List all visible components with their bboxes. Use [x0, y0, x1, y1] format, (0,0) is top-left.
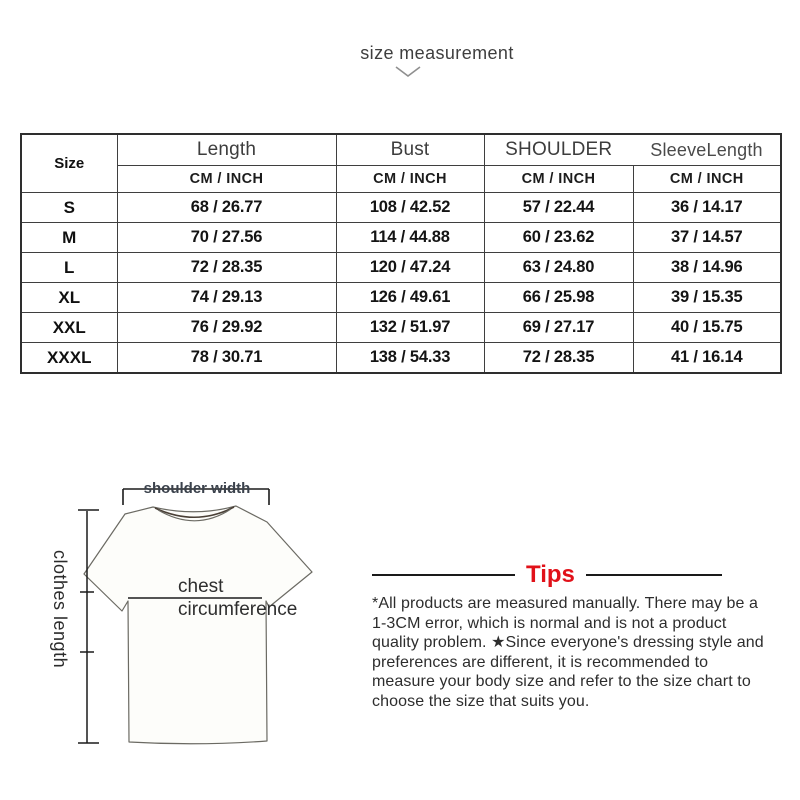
tips-title: Tips: [526, 561, 575, 588]
chest-circumference-label-line1: chest: [178, 576, 224, 597]
shoulder-cell: 66 / 25.98: [484, 283, 633, 313]
sleeve-cell: 39 / 15.35: [633, 283, 781, 313]
sleeve-cell: 41 / 16.14: [633, 343, 781, 374]
unit-label-sleevelength: CM / INCH: [633, 166, 781, 193]
sleeve-cell: 38 / 14.96: [633, 253, 781, 283]
shoulder-cell: 57 / 22.44: [484, 193, 633, 223]
length-cell: 68 / 26.77: [117, 193, 336, 223]
tips-rule-left: [372, 574, 515, 576]
size-cell: L: [21, 253, 117, 283]
table-row: [21, 313, 781, 343]
table-row: [21, 283, 781, 313]
table-row: [21, 253, 781, 283]
shoulder-cell: 63 / 24.80: [484, 253, 633, 283]
length-cell: 72 / 28.35: [117, 253, 336, 283]
shoulder-cell: 72 / 28.35: [484, 343, 633, 374]
column-header-bust: Bust: [336, 134, 484, 166]
tips-section: [372, 563, 770, 711]
unit-label-bust: CM / INCH: [336, 166, 484, 193]
table-row: [21, 343, 781, 374]
size-cell: S: [21, 193, 117, 223]
size-table: [20, 133, 782, 374]
shoulder-cell: 69 / 27.17: [484, 313, 633, 343]
size-cell: XXL: [21, 313, 117, 343]
chevron-down-icon: [395, 66, 421, 78]
sleeve-cell: 36 / 14.17: [633, 193, 781, 223]
column-header-length: Length: [117, 134, 336, 166]
shoulder-cell: 60 / 23.62: [484, 223, 633, 253]
tshirt-measure-diagram: [0, 450, 400, 800]
clothes-length-line: [78, 510, 99, 743]
shoulder-width-label: shoulder width: [143, 480, 251, 497]
length-cell: 74 / 29.13: [117, 283, 336, 313]
bust-cell: 132 / 51.97: [336, 313, 484, 343]
length-cell: 78 / 30.71: [117, 343, 336, 374]
table-row: [21, 193, 781, 223]
column-header-sleevelength: SleeveLength: [633, 134, 781, 166]
size-cell: XXXL: [21, 343, 117, 374]
length-cell: 76 / 29.92: [117, 313, 336, 343]
bust-cell: 114 / 44.88: [336, 223, 484, 253]
bust-cell: 138 / 54.33: [336, 343, 484, 374]
tips-header: [372, 563, 770, 587]
bust-cell: 120 / 47.24: [336, 253, 484, 283]
sleeve-cell: 40 / 15.75: [633, 313, 781, 343]
tshirt-outline: [84, 506, 312, 744]
tips-body-text: *All products are measured manually. There may be a 1-3CM error, which is normal and is not a product quality problem. ★Since everyone's dressing style and preferences are different, it is recommended to measure your body size and refer to the size chart to choose the size that suits you.: [372, 595, 764, 710]
length-cell: 70 / 27.56: [117, 223, 336, 253]
table-row: [21, 223, 781, 253]
column-header-size: Size: [21, 134, 117, 193]
size-cell: M: [21, 223, 117, 253]
unit-label-shoulder: CM / INCH: [484, 166, 633, 193]
bust-cell: 126 / 49.61: [336, 283, 484, 313]
clothes-length-label: clothes length: [50, 550, 70, 669]
column-header-shoulder: SHOULDER: [484, 134, 633, 166]
chest-circumference-label-line2: circumference: [178, 599, 298, 620]
tips-rule-right: [586, 574, 722, 576]
size-cell: XL: [21, 283, 117, 313]
page-title: size measurement: [360, 43, 514, 63]
table-header-row: [21, 134, 781, 166]
unit-label-length: CM / INCH: [117, 166, 336, 193]
sleeve-cell: 37 / 14.57: [633, 223, 781, 253]
bust-cell: 108 / 42.52: [336, 193, 484, 223]
table-unit-row: [21, 166, 781, 193]
